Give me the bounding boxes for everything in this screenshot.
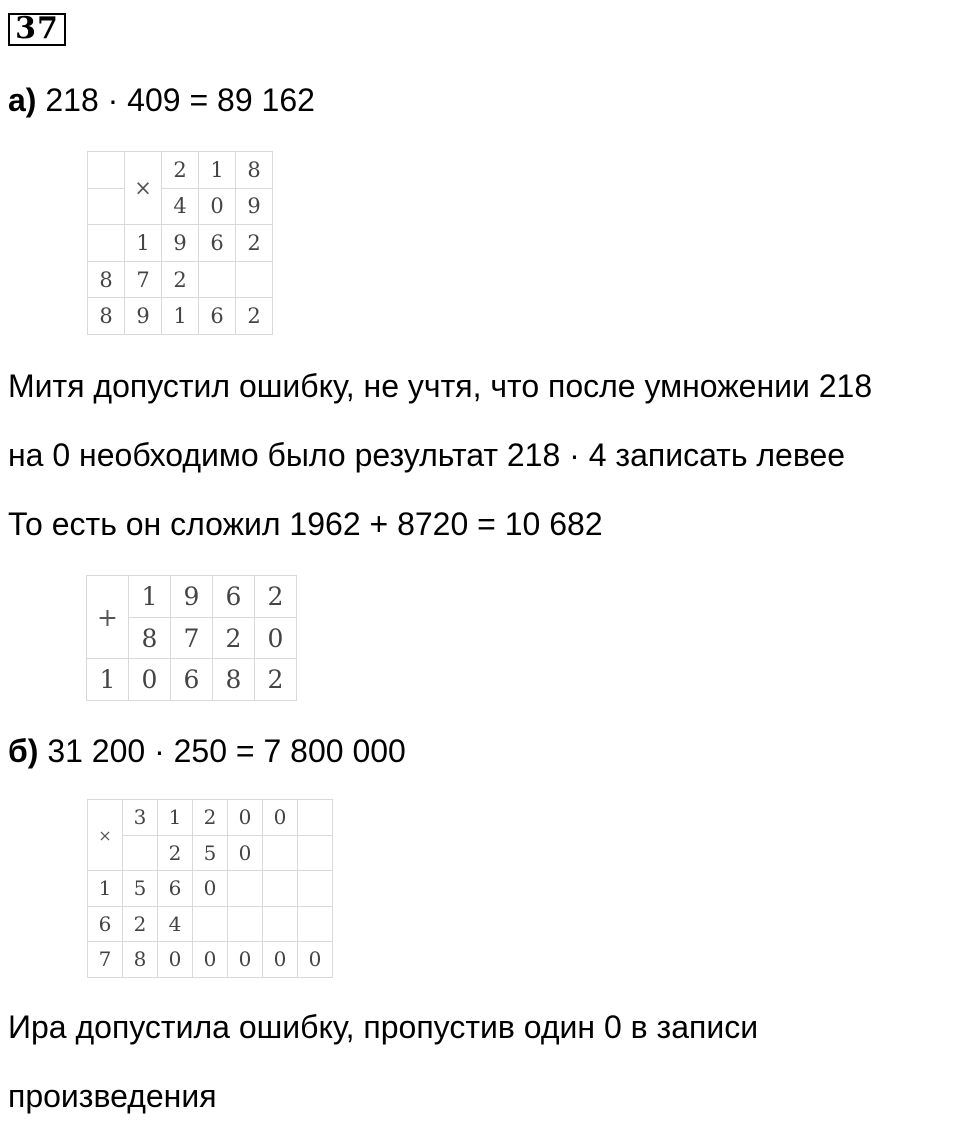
grid-b-cell: 0 bbox=[255, 617, 297, 659]
addition-grid bbox=[86, 575, 297, 701]
multiply-sign: × bbox=[125, 152, 162, 225]
part-a-equation: 218 · 409 = 89 162 bbox=[45, 82, 315, 118]
grid-b-cell: 6 bbox=[213, 576, 255, 618]
grid-c-cell bbox=[228, 906, 263, 942]
grid-c-cell: 0 bbox=[263, 942, 298, 978]
grid-c-cell: 5 bbox=[193, 835, 228, 871]
grid-a-cell: 1 bbox=[162, 298, 199, 335]
grid-a-cell: 4 bbox=[162, 188, 199, 225]
grid-c-cell bbox=[123, 835, 158, 871]
grid-a-cell: 8 bbox=[236, 152, 273, 189]
grid-a-cell bbox=[88, 188, 125, 225]
grid-c-cell: 3 bbox=[123, 800, 158, 836]
grid-c-cell: 0 bbox=[158, 942, 193, 978]
grid-a-cell: 9 bbox=[236, 188, 273, 225]
plus-sign: + bbox=[87, 576, 129, 659]
grid-b-cell: 0 bbox=[129, 659, 171, 701]
grid-a-cell: 9 bbox=[125, 298, 162, 335]
grid-c-cell: 0 bbox=[193, 942, 228, 978]
grid-c-cell: 2 bbox=[123, 906, 158, 942]
part-b-label: б) bbox=[8, 733, 39, 769]
grid-c-cell: 0 bbox=[228, 800, 263, 836]
grid-c-cell bbox=[263, 906, 298, 942]
grid-a-cell: 2 bbox=[162, 152, 199, 189]
multiplication-grid-a bbox=[87, 151, 273, 335]
grid-c-cell: 6 bbox=[158, 871, 193, 907]
part-b-equation-line bbox=[8, 733, 406, 769]
grid-c-cell: 0 bbox=[193, 871, 228, 907]
grid-c-cell: 0 bbox=[298, 942, 333, 978]
grid-c-cell: 2 bbox=[158, 835, 193, 871]
grid-b-cell: 2 bbox=[255, 576, 297, 618]
grid-a-cell: 8 bbox=[88, 298, 125, 335]
grid-a-cell: 2 bbox=[162, 261, 199, 298]
grid-c-cell: 0 bbox=[263, 800, 298, 836]
grid-a-cell: 6 bbox=[199, 298, 236, 335]
grid-b-cell: 1 bbox=[129, 576, 171, 618]
grid-a-cell: 2 bbox=[236, 298, 273, 335]
grid-c-cell bbox=[263, 871, 298, 907]
grid-b-cell: 9 bbox=[171, 576, 213, 618]
explanation-a-line-2: на 0 необходимо было результат 218 · 4 записать левее bbox=[8, 437, 846, 473]
multiply-sign: × bbox=[88, 800, 123, 871]
grid-a-cell: 1 bbox=[199, 152, 236, 189]
grid-b-cell: 8 bbox=[129, 617, 171, 659]
grid-a-cell bbox=[88, 225, 125, 262]
grid-c-cell bbox=[298, 835, 333, 871]
grid-b-cell: 1 bbox=[87, 659, 129, 701]
grid-a-cell: 0 bbox=[199, 188, 236, 225]
grid-a-cell bbox=[236, 261, 273, 298]
grid-c-cell: 1 bbox=[88, 871, 123, 907]
explanation-b-line-2: произведения bbox=[8, 1078, 217, 1114]
grid-c-cell bbox=[298, 906, 333, 942]
grid-c-cell: 7 bbox=[88, 942, 123, 978]
grid-c-cell bbox=[298, 871, 333, 907]
grid-b-cell: 6 bbox=[171, 659, 213, 701]
part-b-equation: 31 200 · 250 = 7 800 000 bbox=[47, 733, 406, 769]
grid-a-cell bbox=[88, 152, 125, 189]
grid-a-cell bbox=[199, 261, 236, 298]
explanation-a-line-3: То есть он сложил 1962 + 8720 = 10 682 bbox=[8, 506, 603, 542]
grid-b-cell: 2 bbox=[213, 617, 255, 659]
grid-b-cell: 2 bbox=[255, 659, 297, 701]
grid-c-cell: 8 bbox=[123, 942, 158, 978]
grid-c-cell: 0 bbox=[228, 942, 263, 978]
grid-c-cell bbox=[298, 800, 333, 836]
part-a-equation-line bbox=[8, 82, 315, 118]
grid-a-cell: 2 bbox=[236, 225, 273, 262]
grid-c-cell: 6 bbox=[88, 906, 123, 942]
grid-c-cell: 2 bbox=[193, 800, 228, 836]
multiplication-grid-b bbox=[87, 799, 333, 978]
grid-c-cell bbox=[263, 835, 298, 871]
grid-c-cell bbox=[193, 906, 228, 942]
grid-c-cell: 4 bbox=[158, 906, 193, 942]
grid-c-cell: 5 bbox=[123, 871, 158, 907]
grid-a-cell: 8 bbox=[88, 261, 125, 298]
grid-b-cell: 8 bbox=[213, 659, 255, 701]
grid-a-cell: 1 bbox=[125, 225, 162, 262]
grid-c-cell bbox=[228, 871, 263, 907]
grid-b-cell: 7 bbox=[171, 617, 213, 659]
explanation-b-line-1: Ира допустила ошибку, пропустив один 0 в записи bbox=[8, 1009, 759, 1045]
part-a-label: а) bbox=[8, 82, 37, 118]
grid-a-cell: 9 bbox=[162, 225, 199, 262]
explanation-a-line-1: Митя допустил ошибку, не учтя, что после умножении 218 bbox=[8, 368, 873, 404]
grid-a-cell: 6 bbox=[199, 225, 236, 262]
grid-c-cell: 1 bbox=[158, 800, 193, 836]
grid-a-cell: 7 bbox=[125, 261, 162, 298]
task-number-box: 37 bbox=[8, 13, 66, 46]
grid-c-cell: 0 bbox=[228, 835, 263, 871]
